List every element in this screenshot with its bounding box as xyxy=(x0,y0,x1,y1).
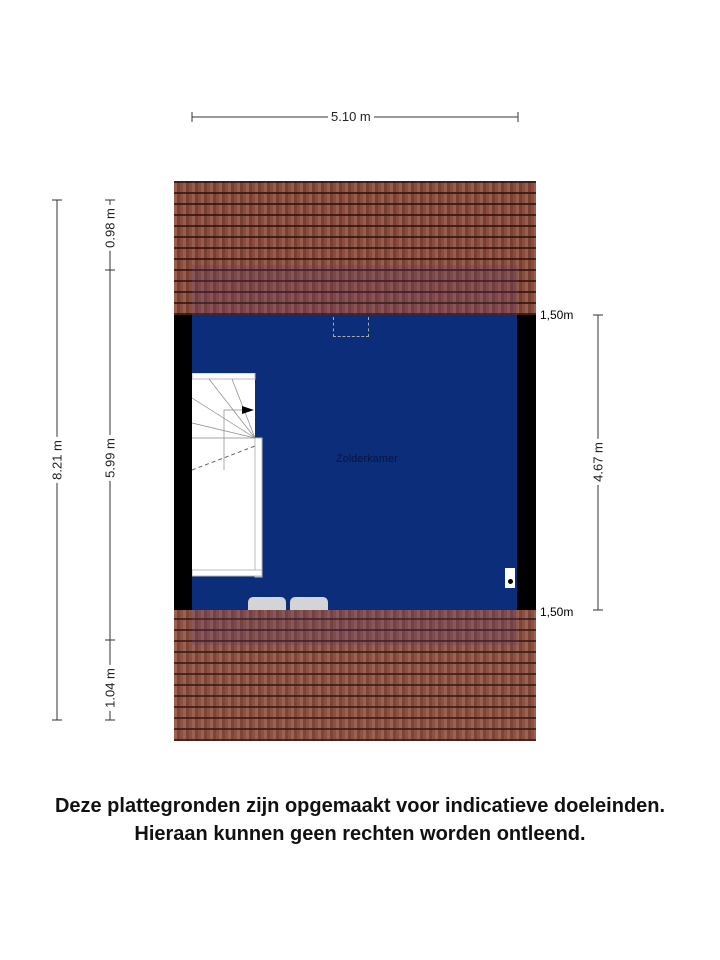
dimension-roof-top: 0.98 m xyxy=(103,205,118,251)
dimension-total-depth: 8.21 m xyxy=(50,437,65,483)
dimension-roof-bottom: 1.04 m xyxy=(103,665,118,711)
roof-overlay-bottom xyxy=(192,610,518,645)
disclaimer-line-1: Deze plattegronden zijn opgemaakt voor indicatieve doeleinden. xyxy=(54,795,666,817)
dimension-width: 5.10 m xyxy=(328,109,374,124)
height-mark-bottom: 1,50m xyxy=(540,605,574,619)
dimension-room-depth: 5.99 m xyxy=(103,435,118,481)
roof-overlay-top xyxy=(192,265,518,315)
wall-left xyxy=(174,315,192,610)
staircase xyxy=(192,373,264,579)
dimension-room-height: 4.67 m xyxy=(591,439,606,485)
room-label: Zolderkamer xyxy=(336,453,398,465)
height-mark-top: 1,50m xyxy=(540,308,574,322)
wall-right xyxy=(517,315,536,610)
disclaimer-line-2: Hieraan kunnen geen rechten worden ontleend. xyxy=(134,823,586,845)
roof-window xyxy=(333,317,369,337)
radiator-valve xyxy=(505,568,515,588)
